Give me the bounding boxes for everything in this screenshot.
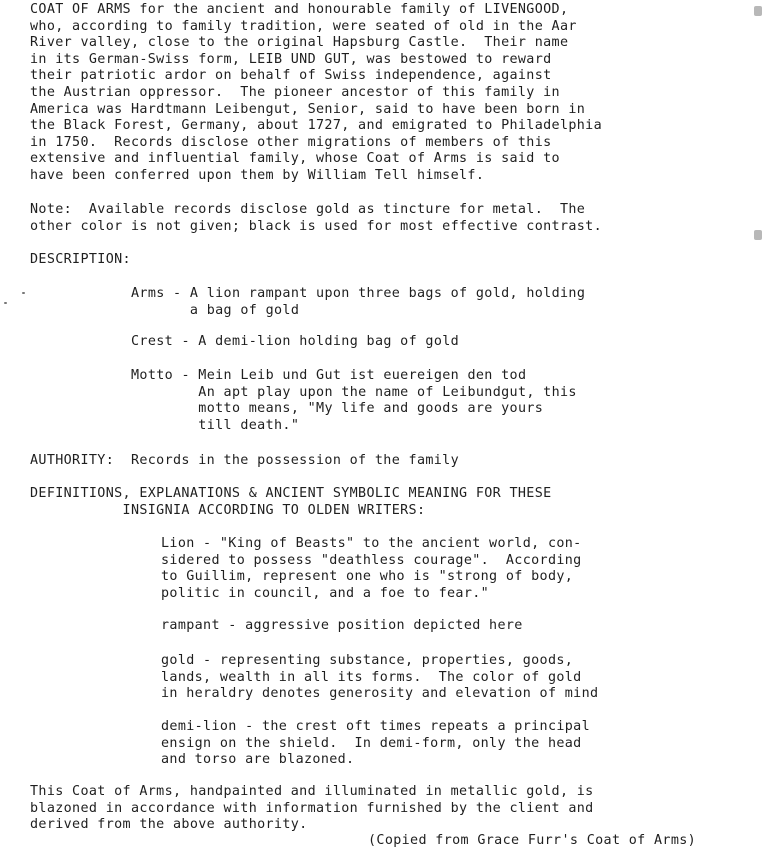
text-line: their patriotic ardor on behalf of Swiss independence, against — [30, 68, 552, 84]
description-heading-text: DESCRIPTION: — [30, 252, 131, 267]
text-line: Motto - Mein Leib und Gut ist euereigen den tod — [131, 368, 527, 383]
definition-lion — [161, 536, 582, 602]
note-paragraph — [30, 202, 602, 235]
text-line: COAT OF ARMS for the ancient and honourable family of LIVENGOOD, — [30, 2, 569, 17]
arms-entry — [131, 286, 585, 319]
text-line: in 1750. Records disclose other migrations of members of this — [30, 134, 552, 150]
scan-edge-mark — [754, 6, 762, 16]
text-line: lands, wealth in all its forms. The color of gold — [161, 669, 582, 685]
text-line: a bag of gold — [131, 302, 300, 318]
definition-rampant — [161, 618, 523, 635]
crest-entry — [131, 334, 459, 351]
motto-entry — [131, 368, 577, 434]
text-line: ensign on the shield. In demi-form, only the head — [161, 735, 582, 751]
text-line: motto means, "My life and goods are yours — [131, 401, 544, 417]
source-citation — [368, 833, 696, 850]
text-line: Lion - "King of Beasts" to the ancient world, con- — [161, 536, 582, 551]
text-line: have been conferred upon them by William Tell himself. — [30, 167, 485, 183]
authority-line — [30, 453, 459, 470]
text-line: politic in council, and a foe to fear." — [161, 585, 490, 601]
closing-paragraph — [30, 784, 594, 834]
scan-edge-mark — [754, 230, 762, 240]
description-heading — [30, 252, 131, 269]
scan-speck — [4, 302, 7, 304]
text-line: till death." — [131, 417, 300, 433]
text-line: sidered to possess "deathless courage". According — [161, 552, 582, 568]
text-line: River valley, close to the original Hapsburg Castle. Their name — [30, 35, 569, 51]
text-line: gold - representing substance, properties, goods, — [161, 653, 574, 668]
text-line: other color is not given; black is used for most effective contrast. — [30, 218, 603, 234]
text-line: and torso are blazoned. — [161, 752, 355, 768]
text-line: AUTHORITY: Records in the possession of the family — [30, 453, 460, 468]
intro-paragraph — [30, 2, 602, 185]
definition-demi-lion — [161, 719, 590, 769]
text-line: in its German-Swiss form, LEIB UND GUT, was bestowed to reward — [30, 51, 552, 67]
text-line: DEFINITIONS, EXPLANATIONS & ANCIENT SYMBOLIC MEANING FOR THESE — [30, 486, 552, 501]
text-line: in heraldry denotes generosity and elevation of mind — [161, 686, 599, 702]
text-line: This Coat of Arms, handpainted and illuminated in metallic gold, is — [30, 784, 594, 799]
text-line: to Guillim, represent one who is "strong of body, — [161, 569, 574, 585]
text-line: America was Hardtmann Leibengut, Senior, said to have been born in — [30, 101, 586, 117]
definition-gold — [161, 653, 598, 703]
definitions-heading — [30, 486, 552, 519]
text-line: Arms - A lion rampant upon three bags of gold, holding — [131, 286, 586, 301]
text-line: derived from the above authority. — [30, 817, 308, 833]
scan-speck — [22, 292, 25, 294]
text-line: the Austrian oppressor. The pioneer ancestor of this family in — [30, 84, 560, 100]
text-line: Note: Available records disclose gold as tincture for metal. The — [30, 202, 586, 217]
text-line: who, according to family tradition, were seated of old in the Aar — [30, 18, 577, 34]
text-line: extensive and influential family, whose Coat of Arms is said to — [30, 151, 560, 167]
text-line: rampant - aggressive position depicted here — [161, 618, 523, 633]
text-line: Crest - A demi-lion holding bag of gold — [131, 334, 460, 349]
text-line: demi-lion - the crest oft times repeats a principal — [161, 719, 591, 734]
text-line: An apt play upon the name of Leibundgut, this — [131, 384, 577, 400]
text-line: INSIGNIA ACCORDING TO OLDEN WRITERS: — [30, 502, 426, 518]
text-line: blazoned in accordance with information furnished by the client and — [30, 800, 594, 816]
source-citation-text: (Copied from Grace Furr's Coat of Arms) — [368, 833, 697, 848]
text-line: the Black Forest, Germany, about 1727, and emigrated to Philadelphia — [30, 118, 603, 134]
